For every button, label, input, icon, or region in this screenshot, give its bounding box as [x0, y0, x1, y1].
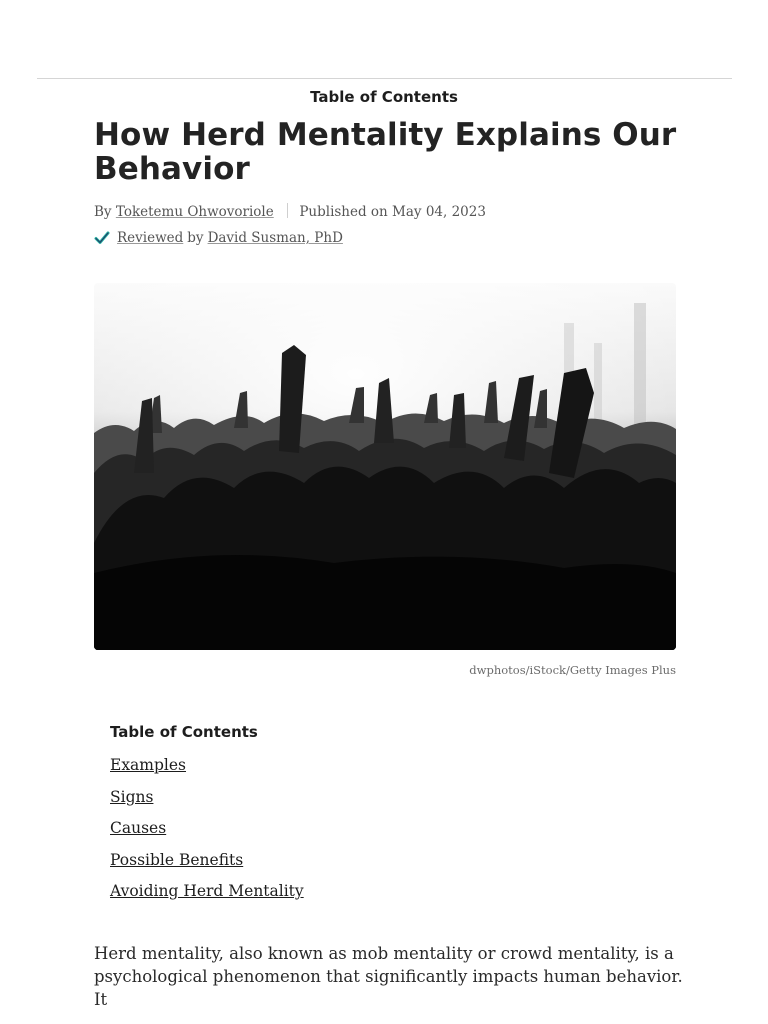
author-link[interactable]: Toketemu Ohwovoriole: [115, 204, 274, 220]
review-line: [94, 230, 343, 246]
toc-title: Table of Contents: [110, 723, 258, 741]
publish-date: Published on May 04, 2023: [299, 204, 486, 220]
review-by: by: [187, 230, 204, 246]
sticky-toc-toggle[interactable]: Table of Contents: [310, 88, 458, 106]
reviewer-link[interactable]: David Susman, PhD: [207, 230, 343, 246]
reviewed-link[interactable]: Reviewed: [117, 230, 184, 246]
toc-link-possible-benefits[interactable]: Possible Benefits: [110, 850, 244, 869]
header-divider: [37, 78, 732, 79]
byline-by: By: [94, 204, 112, 220]
hero-image: [94, 283, 676, 650]
toc-link-signs[interactable]: Signs: [110, 787, 154, 806]
check-icon: [94, 230, 110, 246]
toc-link-causes[interactable]: Causes: [110, 819, 167, 837]
intro-line-1: Herd mentality, also known as mob mentality or crowd mentality, is a: [94, 944, 674, 963]
table-of-contents: [110, 723, 304, 913]
toc-link-examples[interactable]: Examples: [110, 756, 187, 774]
article-intro: [94, 942, 694, 1011]
byline: [94, 203, 486, 220]
toc-link-avoiding-herd-mentality[interactable]: Avoiding Herd Mentality: [110, 882, 304, 900]
article-title: How Herd Mentality Explains Our Behavior: [94, 117, 677, 187]
image-caption: dwphotos/iStock/Getty Images Plus: [469, 663, 676, 677]
intro-line-2: psychological phenomenon that significantly impacts human behavior. It: [94, 967, 683, 1009]
byline-divider: [287, 203, 288, 218]
